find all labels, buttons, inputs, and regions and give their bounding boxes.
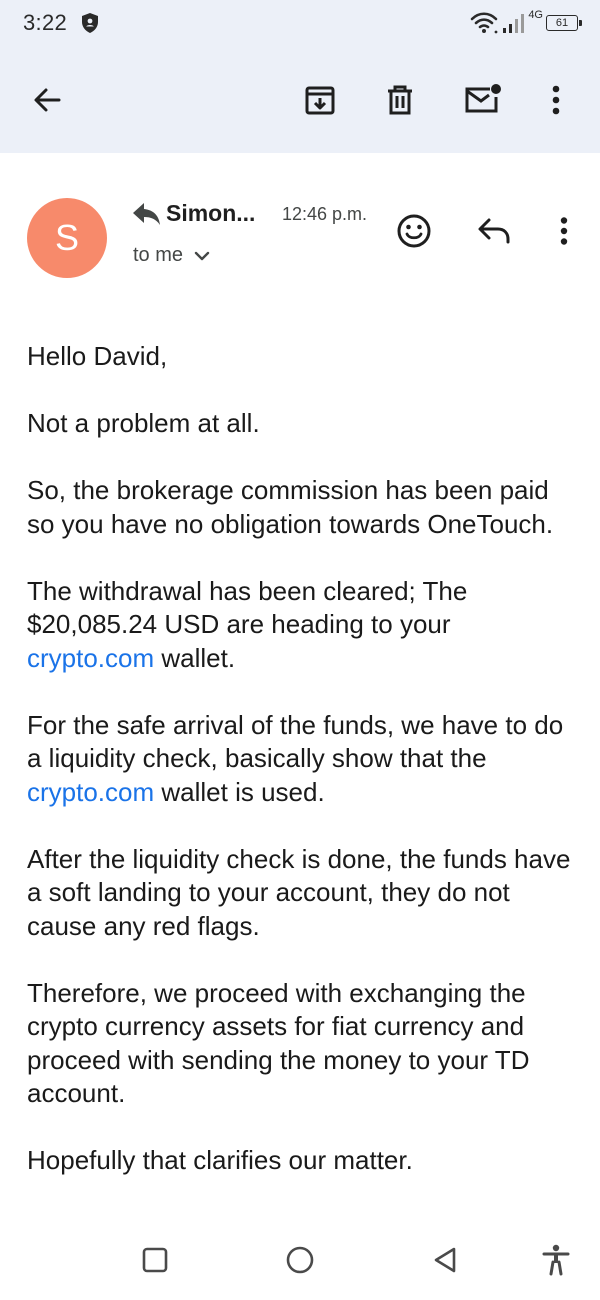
paragraph-text: wallet.	[154, 642, 236, 673]
status-time: 3:22	[23, 10, 68, 35]
recipient-row[interactable]	[133, 244, 211, 267]
accessibility-button[interactable]	[536, 1240, 576, 1280]
navigation-bar	[0, 1230, 600, 1300]
message-body	[27, 340, 582, 1211]
avatar[interactable]: S	[27, 198, 107, 278]
back-arrow-icon	[31, 84, 63, 116]
back-button[interactable]	[25, 78, 69, 122]
mark-unread-icon	[462, 83, 502, 117]
network-type: 4G	[528, 9, 543, 21]
delete-icon	[384, 83, 416, 117]
paragraph	[27, 709, 582, 810]
status-bar	[0, 0, 600, 48]
more-vert-icon	[551, 84, 561, 116]
paragraph: So, the brokerage commission has been paid so you have no obligation towards OneTouch.	[27, 475, 554, 539]
home-icon	[285, 1245, 315, 1275]
back-icon	[432, 1246, 460, 1274]
recent-apps-button[interactable]	[137, 1242, 173, 1278]
recent-apps-icon	[141, 1246, 169, 1274]
accessibility-icon	[541, 1244, 571, 1276]
archive-icon	[303, 83, 337, 117]
delete-button[interactable]	[378, 78, 422, 122]
battery-icon: 61	[546, 15, 578, 31]
system-back-button[interactable]	[428, 1242, 464, 1278]
signal-icon	[501, 11, 527, 35]
sender-name[interactable]: Simon...	[166, 199, 256, 226]
wifi-icon	[469, 10, 499, 36]
more-options-button[interactable]	[534, 78, 578, 122]
recipient-label: to me	[133, 244, 184, 266]
paragraph: Not a problem at all.	[27, 408, 260, 438]
status-indicators	[469, 9, 578, 37]
sender-row	[130, 193, 255, 233]
crypto-link[interactable]: crypto.com	[27, 642, 155, 673]
paragraph-greeting: Hello David,	[27, 341, 168, 371]
archive-button[interactable]	[298, 78, 342, 122]
reply-button[interactable]	[472, 209, 516, 253]
shield-icon	[78, 11, 102, 35]
crypto-link[interactable]: crypto.com	[27, 776, 155, 807]
add-reaction-button[interactable]	[392, 209, 436, 253]
more-vert-icon	[559, 216, 569, 246]
message-more-button[interactable]	[542, 209, 586, 253]
paragraph-text: The withdrawal has been cleared; The $20,085.24 USD are heading to your	[27, 575, 468, 639]
paragraph	[27, 575, 582, 676]
mark-unread-button[interactable]	[458, 78, 506, 122]
chevron-down-icon	[193, 247, 211, 265]
app-bar	[0, 60, 600, 140]
home-button[interactable]	[282, 1242, 318, 1278]
reply-icon	[476, 215, 512, 247]
paragraph: After the liquidity check is done, the funds have a soft landing to your account, they do not cause any red flags.	[27, 843, 571, 941]
paragraph-text: For the safe arrival of the funds, we have to do a liquidity check, basically show that the	[27, 709, 564, 773]
replied-icon	[130, 199, 162, 227]
emoji-icon	[396, 213, 432, 249]
paragraph-text: wallet is used.	[154, 776, 325, 807]
paragraph-closing: Hopefully that clarifies our matter.	[27, 1145, 413, 1175]
paragraph: Therefore, we proceed with exchanging the crypto currency assets for fiat currency and proceed with sending the money to your TD account.	[27, 977, 530, 1108]
message-time: 12:46 p.m.	[282, 204, 368, 224]
